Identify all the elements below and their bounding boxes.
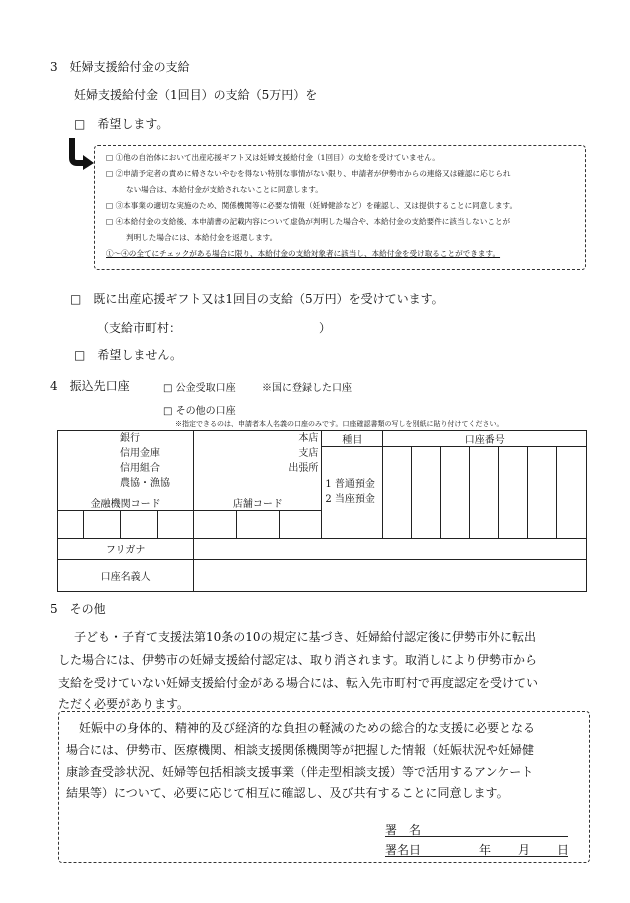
signature-field[interactable] [385, 836, 568, 837]
section3-intro: 妊婦支援給付金（1回目）の支給（5万円）を [74, 88, 318, 102]
account-type-current: 2 当座預金 [325, 494, 375, 506]
account-type-ordinary: 1 普通預金 [325, 479, 375, 491]
section5-para-3: 支給を受けていない妊婦支援給付金がある場合には、転入先市町村で再度認定を受けてい [58, 676, 539, 690]
public-account-note: ※国に登録した口座 [262, 383, 352, 394]
month-label: 月 [518, 843, 531, 857]
confirm-item-2[interactable]: □ ②申請予定者の責めに帰さないやむを得ない特別な事情がない限り、申請者が伊勢市からの連絡又は確認に応じられ [106, 169, 511, 178]
bank-type-bank: 銀行 [120, 433, 140, 444]
confirm-note: ①～④の全てにチェックがある場合に限り、本給付金の支給対象者に該当し、本給付金を受け取ることができます。 [106, 249, 501, 258]
arrow-down-right-icon [66, 136, 96, 170]
branch-type-head: 本店 [298, 433, 319, 444]
not-wish-checkbox[interactable]: □ 希望しません。 [74, 348, 183, 362]
account-digit[interactable] [557, 447, 587, 539]
section4-heading: 4 振込先口座 [50, 379, 130, 393]
account-holder-label: 口座名義人 [58, 559, 194, 591]
account-table [57, 430, 587, 592]
account-digit[interactable] [411, 447, 440, 539]
day-label: 日 [557, 843, 570, 857]
account-digit[interactable] [499, 447, 527, 539]
bank-code-label: 金融機関コード [58, 495, 194, 511]
account-digit[interactable] [527, 447, 556, 539]
section5-para-4: ただく必要があります。 [58, 697, 190, 711]
furigana-label: フリガナ [58, 538, 194, 559]
account-digit[interactable] [383, 447, 411, 539]
signature-date-field[interactable] [385, 856, 568, 857]
signature-date-label: 署名日 [385, 843, 422, 857]
section5-para-2: した場合には、伊勢市の妊婦支援給付認定は、取り消されます。取消しにより伊勢市から [58, 653, 538, 667]
public-account-checkbox[interactable]: □ 公金受取口座 [163, 383, 236, 394]
confirm-item-4[interactable]: □ ④本給付金の支給後、本申請書の記載内容について虚偽が判明した場合や、本給付金の支給要件に該当しないことが [106, 217, 511, 226]
confirm-item-3[interactable]: □ ③本事業の適切な実施のため、関係機関等に必要な情報（妊婦健診など）を確認し、又は提供することに同意します。 [106, 201, 518, 210]
bank-type-agri: 農協・漁協 [120, 478, 170, 489]
bank-code-digit[interactable] [157, 510, 194, 538]
branch-code-digit[interactable] [194, 510, 237, 538]
confirm-item-1[interactable]: □ ①他の自治体において出産応援ギフト又は妊婦支援給付金（1回目）の支給を受けていません。 [106, 153, 440, 162]
section5-heading: 5 その他 [50, 602, 106, 616]
other-account-checkbox[interactable]: □ その他の口座 [163, 406, 236, 417]
furigana-field[interactable] [194, 538, 587, 559]
bank-code-digit[interactable] [58, 510, 84, 538]
bank-code-digit[interactable] [84, 510, 121, 538]
wish-checkbox[interactable]: □ 希望します。 [74, 117, 169, 131]
section5-para-1: 子ども・子育て支援法第10条の10の規定に基づき、妊婦給付認定後に伊勢市外に転出 [74, 630, 537, 644]
account-digit[interactable] [469, 447, 498, 539]
consent-line-2: 場合には、伊勢市、医療機関、相談支援関係機関等が把握した情報（妊娠状況や妊婦健 [66, 743, 535, 757]
consent-line-4: 結果等）について、必要に応じて相互に確認し、及び共有することに同意します。 [66, 786, 509, 800]
account-notice: ※指定できるのは、申請者本人名義の口座のみです。口座確認書類の写しを別紙に貼り付けてください。 [175, 420, 504, 428]
branch-type-sub: 出張所 [288, 463, 319, 474]
account-number-header: 口座番号 [383, 431, 587, 447]
branch-code-digit[interactable] [236, 510, 279, 538]
branch-code-digit[interactable] [279, 510, 322, 538]
type-header: 種目 [322, 431, 383, 447]
bank-type-shinkin: 信用金庫 [120, 448, 160, 459]
consent-line-3: 康診査受診状況、妊婦等包括相談支援事業（伴走型相談支援）等で活用するアンケート [66, 765, 534, 779]
municipality-field[interactable]: （支給市町村： ） [97, 321, 332, 335]
account-digit[interactable] [441, 447, 469, 539]
branch-type-cell[interactable] [194, 431, 322, 495]
year-label: 年 [479, 843, 492, 857]
bank-type-cell[interactable] [58, 431, 194, 495]
account-type-cell[interactable] [322, 447, 383, 539]
bank-type-credit-union: 信用組合 [120, 463, 160, 474]
account-holder-field[interactable] [194, 559, 587, 591]
branch-type-branch: 支店 [298, 448, 319, 459]
already-received-checkbox[interactable]: □ 既に出産応援ギフト又は1回目の支給（5万円）を受けています。 [70, 292, 444, 306]
confirm-item-4-cont: 判明した場合には、本給付金を返還します。 [126, 233, 278, 242]
section3-heading: 3 妊婦支援給付金の支給 [50, 60, 190, 74]
confirm-item-2-cont: ない場合は、本給付金が支給されないことに同意します。 [126, 185, 323, 194]
branch-code-label: 店舗コード [194, 495, 322, 511]
bank-code-digit[interactable] [121, 510, 158, 538]
consent-line-1: 妊娠中の身体的、精神的及び経済的な負担の軽減のための総合的な支援に必要となる [79, 721, 536, 735]
signature-label: 署 名 [385, 823, 422, 837]
